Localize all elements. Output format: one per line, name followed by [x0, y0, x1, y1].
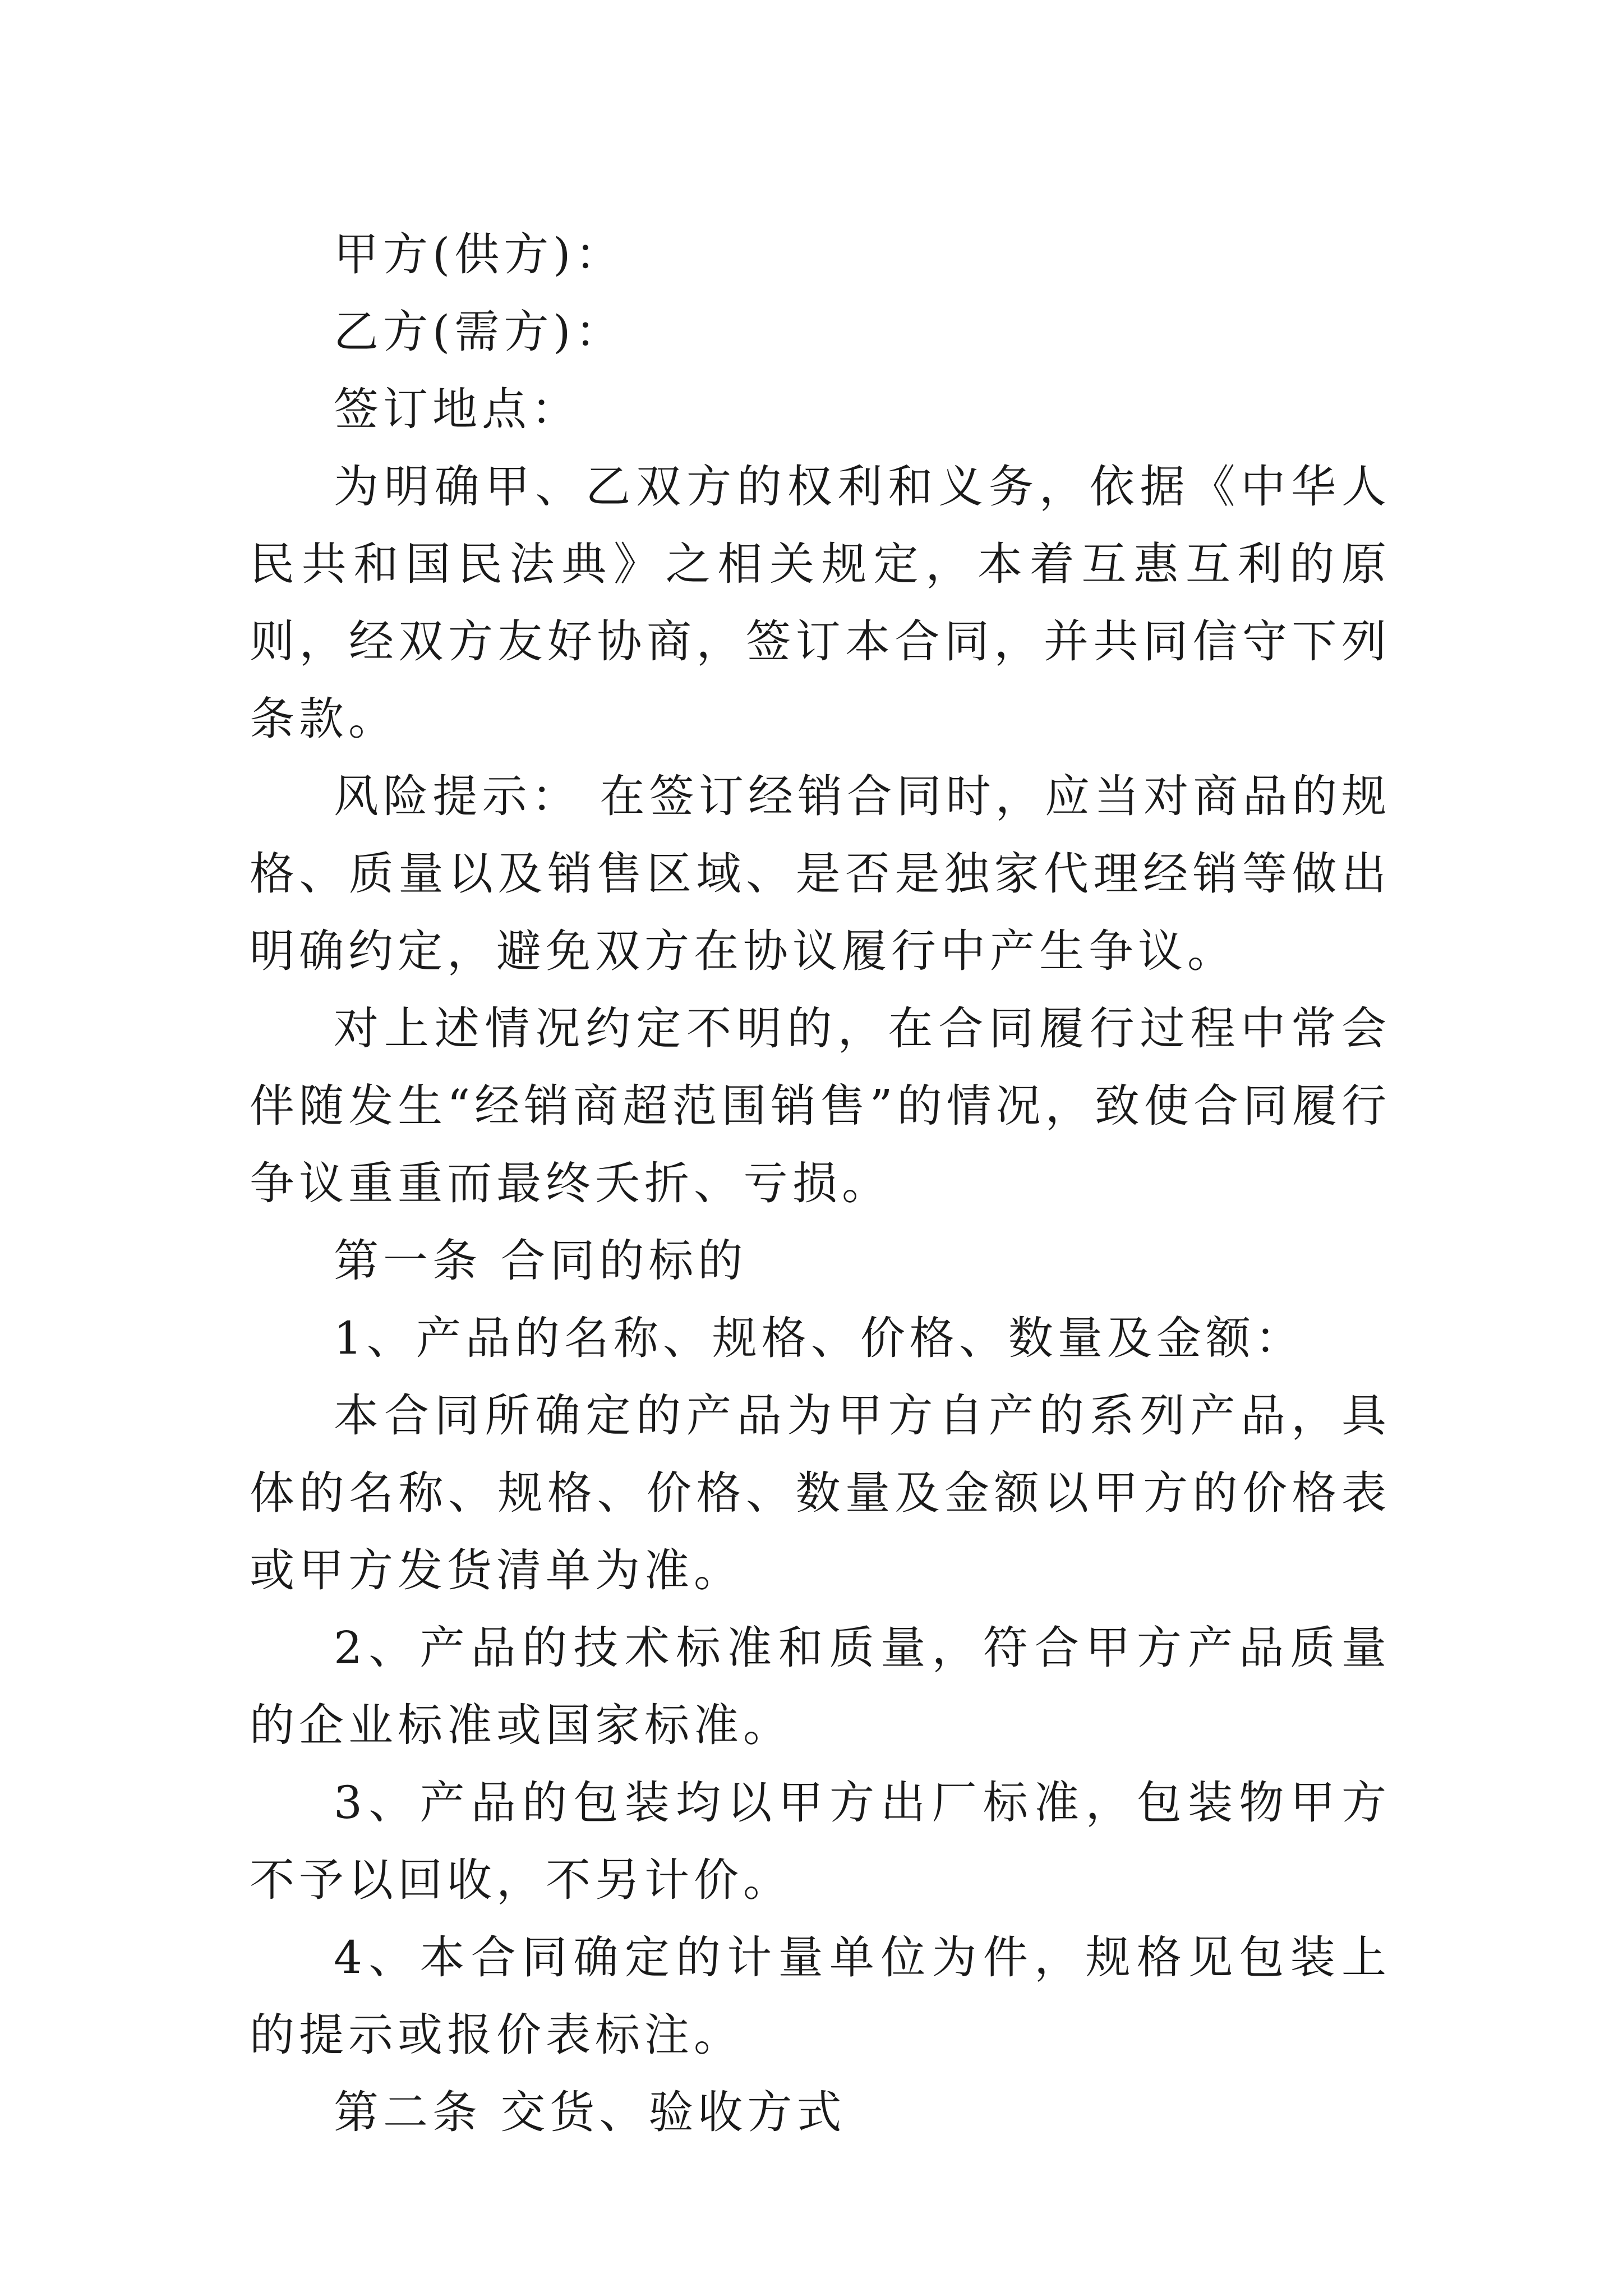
- clause-1-1-detail: 本合同所确定的产品为甲方自产的系列产品，具体的名称、规格、价格、数量及金额以甲方的价格表或甲方发货清单为准。: [250, 1389, 1391, 1596]
- risk-consequence-paragraph: 对上述情况约定不明的，在合同履行过程中常会伴随发生“经销商超范围销售”的情况，致使合同履行争议重重而最终夭折、亏损。: [250, 1002, 1391, 1209]
- clause-1-4: 4、本合同确定的计量单位为件，规格见包装上的提示或报价表标注。: [250, 1931, 1391, 2061]
- signing-location-field: 签订地点：: [334, 383, 580, 435]
- article-1-heading: 第一条 合同的标的: [334, 1235, 748, 1287]
- article-2-heading: 第二条 交货、验收方式: [334, 2086, 846, 2138]
- preamble-paragraph: 为明确甲、乙双方的权利和义务，依据《中华人民共和国民法典》之相关规定，本着互惠互利的原则，经双方友好协商，签订本合同，并共同信守下列条款。: [250, 461, 1391, 745]
- party-a-field: 甲方(供方)：: [334, 228, 625, 280]
- clause-1-1: 1、产品的名称、规格、价格、数量及金额：: [334, 1312, 1304, 1364]
- party-b-field: 乙方(需方)：: [334, 306, 625, 358]
- risk-notice-paragraph: 风险提示： 在签订经销合同时，应当对商品的规格、质量以及销售区域、是否是独家代理经销等做出明确约定，避免双方在协议履行中产生争议。: [250, 770, 1391, 977]
- clause-1-2: 2、产品的技术标准和质量，符合甲方产品质量的企业标准或国家标准。: [250, 1622, 1391, 1751]
- document-body: [250, 216, 1391, 2151]
- clause-1-3: 3、产品的包装均以甲方出厂标准，包装物甲方不予以回收，不另计价。: [250, 1777, 1391, 1906]
